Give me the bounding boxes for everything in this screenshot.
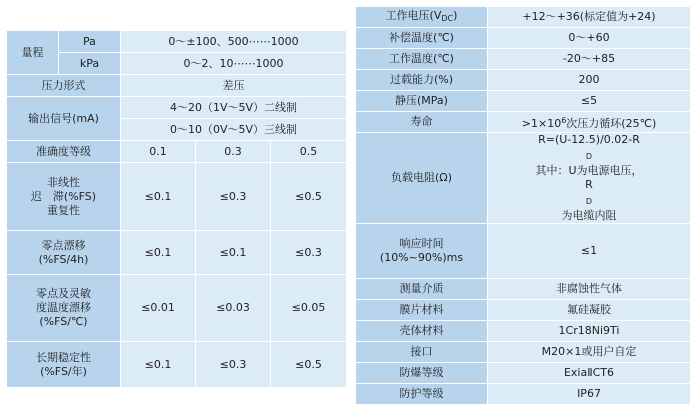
pa-values: 0～±100、500⋯⋯1000 xyxy=(121,31,347,53)
range-label: 量程 xyxy=(7,31,59,75)
response-label-line-1: 响应时间 xyxy=(399,237,444,250)
zero-drift-label-line-2: (%FS/4h) xyxy=(38,252,89,266)
stability-label xyxy=(7,342,121,388)
nonlinear-label-line-3: 重复性 xyxy=(47,203,80,217)
explosion-label: 防爆等级 xyxy=(356,363,488,384)
zero-drift-0: ≤0.1 xyxy=(121,231,196,275)
temp-drift-label xyxy=(7,275,121,342)
output-3wire: 0～10（0V～5V）三线制 xyxy=(121,119,347,141)
output-2wire: 4～20（1V～5V）二线制 xyxy=(121,97,347,119)
diaphragm-label: 膜片材料 xyxy=(356,300,488,321)
response-label xyxy=(356,224,488,279)
protection-label: 防护等级 xyxy=(356,384,488,405)
stability-label-line-1: 长期稳定性 xyxy=(36,350,91,364)
right-spec-table xyxy=(355,6,691,405)
zero-drift-1: ≤0.1 xyxy=(196,231,271,275)
comp-temp-value: 0～+60 xyxy=(488,28,691,49)
response-value: ≤1 xyxy=(488,224,691,279)
nonlinear-0: ≤0.1 xyxy=(121,163,196,231)
output-label: 输出信号(mA) xyxy=(7,97,121,141)
nonlinear-1: ≤0.3 xyxy=(196,163,271,231)
pressure-form-value: 差压 xyxy=(121,75,347,97)
pa-unit: Pa xyxy=(59,31,121,53)
static-value: ≤5 xyxy=(488,91,691,112)
life-value: $>1\times 10^6$次压力循环(25℃) xyxy=(488,112,691,133)
shell-value: 1Cr18Ni9Ti xyxy=(488,321,691,342)
overload-label: 过载能力(%) xyxy=(356,70,488,91)
accuracy-2: 0.5 xyxy=(271,141,347,163)
temp-drift-0: ≤0.01 xyxy=(121,275,196,342)
zero-drift-label-line-1: 零点漂移 xyxy=(41,238,86,252)
nonlinear-2: ≤0.5 xyxy=(271,163,347,231)
accuracy-label: 准确度等级 xyxy=(7,141,121,163)
zero-drift-2: ≤0.3 xyxy=(271,231,347,275)
temp-drift-1: ≤0.03 xyxy=(196,275,271,342)
explosion-value: ExiaⅡCT6 xyxy=(488,363,691,384)
shell-label: 壳体材料 xyxy=(356,321,488,342)
nonlinear-label-line-2: 迟 滞(%FS) xyxy=(30,189,97,203)
zero-drift-label xyxy=(7,231,121,275)
stability-1: ≤0.3 xyxy=(196,342,271,388)
kpa-values: 0～2、10⋯⋯1000 xyxy=(121,53,347,75)
pressure-form-label: 压力形式 xyxy=(7,75,121,97)
temp-drift-2: ≤0.05 xyxy=(271,275,347,342)
temp-drift-label-line-3: (%FS/℃) xyxy=(39,315,88,328)
diaphragm-value: 氟硅凝胶 xyxy=(488,300,691,321)
comp-temp-label: 补偿温度(℃) xyxy=(356,28,488,49)
voltage-value: +12～+36(标定值为+24) xyxy=(488,7,691,28)
response-label-line-2: (10%~90%)ms xyxy=(379,251,464,264)
stability-2: ≤0.5 xyxy=(271,342,347,388)
left-spec-table xyxy=(6,30,347,388)
medium-label: 测量介质 xyxy=(356,279,488,300)
static-label: 静压(MPa) xyxy=(356,91,488,112)
load-line-1: R=(U-12.5)/0.02-R $_D$ xyxy=(538,133,640,161)
accuracy-1: 0.3 xyxy=(196,141,271,163)
life-label: 寿命 xyxy=(356,112,488,133)
stability-0: ≤0.1 xyxy=(121,342,196,388)
work-temp-value: -20～+85 xyxy=(488,49,691,70)
port-value: M20×1或用户自定 xyxy=(488,342,691,363)
voltage-label: 工作电压$(V_{DC})$ xyxy=(356,7,488,28)
load-value xyxy=(488,133,691,224)
nonlinear-label xyxy=(7,163,121,231)
kpa-unit: kPa xyxy=(59,53,121,75)
load-line-2: 其中：U为电源电压， xyxy=(535,164,643,177)
load-line-3: R $_D$ 为电缆内阻 xyxy=(561,178,617,222)
port-label: 接口 xyxy=(356,342,488,363)
load-label: 负载电阻(Ω) xyxy=(356,133,488,224)
protection-value: IP67 xyxy=(488,384,691,405)
stability-label-line-2: (%FS/年) xyxy=(40,364,87,378)
work-temp-label: 工作温度(℃) xyxy=(356,49,488,70)
accuracy-0: 0.1 xyxy=(121,141,196,163)
temp-drift-label-line-2: 度温度漂移 xyxy=(36,301,91,314)
nonlinear-label-line-1: 非线性 xyxy=(47,175,80,189)
medium-value: 非腐蚀性气体 xyxy=(488,279,691,300)
temp-drift-label-line-1: 零点及灵敏 xyxy=(36,287,91,300)
overload-value: 200 xyxy=(488,70,691,91)
